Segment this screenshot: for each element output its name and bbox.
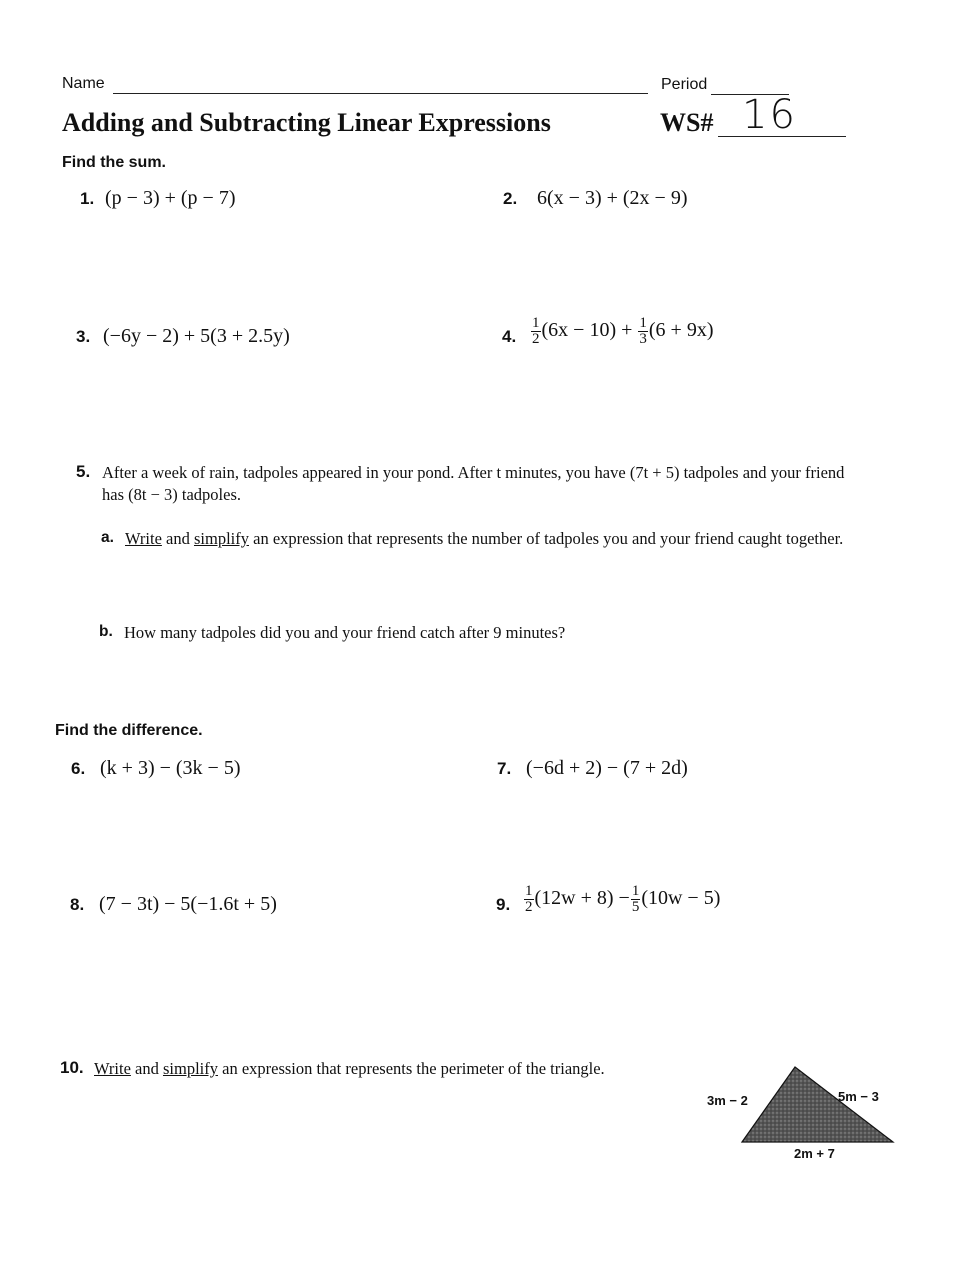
ws-label: WS# bbox=[660, 108, 714, 137]
problem-8-expression: (7 − 3t) − 5(−1.6t + 5) bbox=[99, 893, 277, 915]
ws-handwritten-value: 16 bbox=[742, 92, 797, 138]
problem-5b-text: How many tadpoles did you and your friend catch after 9 minutes? bbox=[124, 623, 566, 642]
problem-5a-label: a. bbox=[101, 529, 114, 546]
problem-7-number: 7. bbox=[497, 759, 512, 778]
difference-section-heading: Find the difference. bbox=[55, 722, 203, 739]
problem-5-text-line-2: has (8t − 3) tadpoles. bbox=[102, 485, 241, 504]
period-label: Period bbox=[661, 76, 708, 93]
sum-section-heading: Find the sum. bbox=[62, 154, 166, 171]
problem-7-expression: (−6d + 2) − (7 + 2d) bbox=[526, 757, 688, 779]
fraction-one-third: $\frac{1}{3}$ bbox=[639, 315, 647, 347]
name-label: Name bbox=[62, 75, 105, 92]
triangle-left-side-label: 3m − 2 bbox=[707, 1093, 748, 1108]
worksheet-title: Adding and Subtracting Linear Expressions bbox=[62, 108, 551, 137]
problem-9-number: 9. bbox=[496, 895, 511, 914]
problem-2-expression: 6(x − 3) + (2x − 9) bbox=[537, 187, 688, 209]
problem-9-expression: $\frac{1}{2}$ (12w + 8) − $\frac{1}{5}$ (10w − 5) bbox=[525, 883, 721, 915]
problem-3-number: 3. bbox=[76, 327, 91, 346]
problem-6-number: 6. bbox=[71, 759, 86, 778]
problem-3-expression: (−6y − 2) + 5(3 + 2.5y) bbox=[103, 325, 290, 347]
problem-4-expression: $\frac{1}{2}$ (6x − 10) + $\frac{1}{3}$ (6 + 9x) bbox=[532, 315, 714, 347]
fraction-one-half: $\frac{1}{2}$ bbox=[532, 315, 540, 347]
problem-5b-label: b. bbox=[99, 623, 113, 640]
name-field[interactable] bbox=[113, 93, 648, 94]
problem-5a-text: Write and simplify an expression that represents the number of tadpoles you and your friend caught together. bbox=[125, 529, 844, 548]
problem-5-number: 5. bbox=[76, 462, 91, 481]
problem-10-text: Write and simplify an expression that represents the perimeter of the triangle. bbox=[94, 1059, 605, 1078]
problem-2-number: 2. bbox=[503, 189, 518, 208]
problem-10-number: 10. bbox=[60, 1058, 84, 1077]
triangle-bottom-side-label: 2m + 7 bbox=[794, 1146, 835, 1161]
problem-5-text-line-1: After a week of rain, tadpoles appeared in your pond. After t minutes, you have (7t + 5) tadpoles and your friend bbox=[102, 463, 845, 482]
triangle-shape bbox=[742, 1067, 893, 1142]
problem-1-expression: (p − 3) + (p − 7) bbox=[105, 187, 236, 209]
fraction-one-fifth: $\frac{1}{5}$ bbox=[631, 883, 640, 915]
problem-8-number: 8. bbox=[70, 895, 85, 914]
problem-4-number: 4. bbox=[502, 327, 517, 346]
fraction-one-half: $\frac{1}{2}$ bbox=[525, 883, 533, 915]
problem-6-expression: (k + 3) − (3k − 5) bbox=[100, 757, 241, 779]
triangle-right-side-label: 5m − 3 bbox=[838, 1089, 879, 1104]
problem-1-number: 1. bbox=[80, 189, 95, 208]
